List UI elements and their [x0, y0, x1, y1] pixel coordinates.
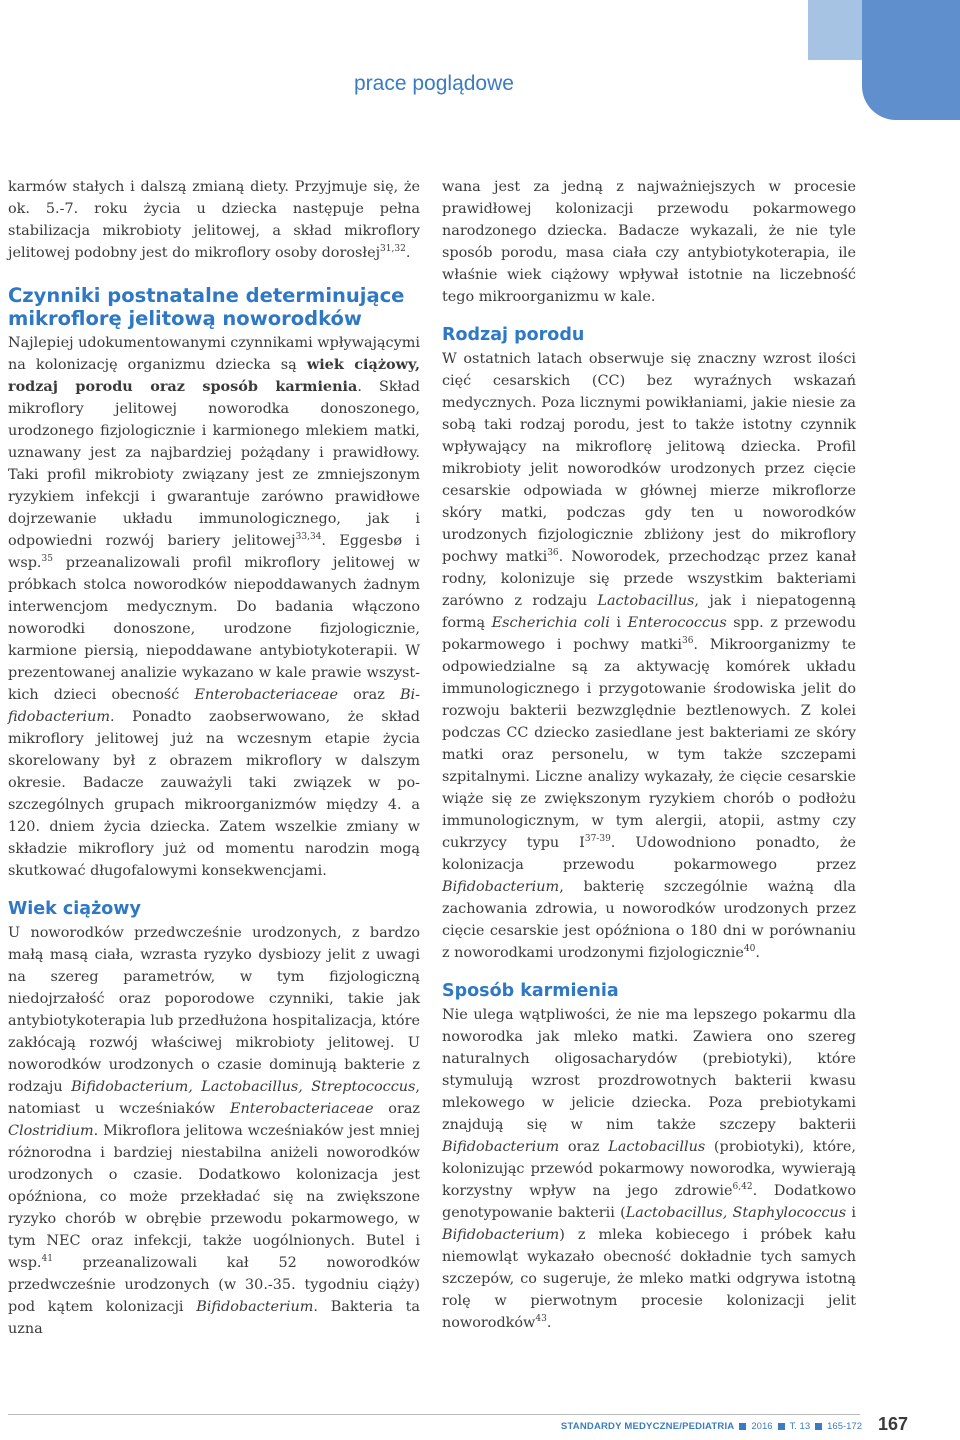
heading-feeding-method: Sposób karmienia — [442, 981, 619, 1001]
left-column — [8, 176, 420, 1340]
paragraph-postnatal: Najlepiej udokumentowanymi czynnikami wpływającymi na kolonizację organizmu dziecka są wiek ciążowy, rodzaj porodu oraz sposób karmienia. Skład mikroflory jelitowej noworodka donoszonego, urodzonego fizjologicznie i karmionego mlekiem matki, uznawany jest za najbardziej pożądany i prawidłowy. Taki profil mikrobioty związany jest ze zmniejszonym ryzykiem infekcji i gwarantuje zarówno prawidłowe dojrzewanie układu immunologicznego, jak i odpowiedni rozwój bariery jelitowej$^{33,34}$. Eggesbø i wsp.$^{35}$ przeanalizowali profil mikroflory jelitowej w próbkach stolca noworodków niepoddawanych żadnym interwencjom medycznym. Do badania włączono noworodki donoszone, urodzone fizjologicznie, karmione piersią, niepoddawane antybiotykoterapii. W prezentowanej analizie wykazano w kale prawie wszystkich dzieci obecność Enterobacteriaceae oraz Bifidobacterium. Ponadto zaobserwowano, że skład mikroflory jelitowej już na wczesnym etapie życia skorelowany był z obrazem mikroflory w dalszym okresie. Badacze zauważyli taki związek w poszczególnych grupach mikroorganizmów między 4. a 120. dniem życia dziecka. Zatem wszelkie zmiany w składzie mikroflory już od momentu narodzin mogą skutkować długofalowymi konsekwencjami. — [8, 335, 421, 879]
paragraph-gestational-age: U noworodków przedwcześnie urodzonych, z bardzo małą masą ciała, wzrasta ryzyko dysbiozy jelit z uwagi na szereg parametrów, w tym fizjologiczną niedojrzałość oraz poporodowe czynniki, takie jak antybiotykoterapia lub przedłużona hospitalizacja, które zakłócają rozwój właściwej mikrobioty jelitowej. U noworodków urodzonych o czasie dominują bakterie z rodzaju Bifidobacterium, Lactobacillus, Streptococcus, natomiast u wcześniaków Enterobacteriaceae oraz Clostridium. Mikroflora jelitowa wcześniaków jest mniej różnorodna i bardziej niestabilna aniżeli noworodków urodzonych o czasie. Dodatkowo kolonizacja jest opóźniona, co może przekładać się na zwiększone ryzyko chorób w obrębie przewodu pokarmowego, w tym NEC oraz infekcji, także uogólnionych. Butel i wsp.$^{41}$ przeanalizowali kał 52 noworodków przedwcześnie urodzonych (w 30.-35. tygodniu ciąży) pod kątem kolonizacji Bifidobacterium. Bakteria ta uzna — [8, 925, 421, 1337]
paragraph-continued: wana jest za jedną z najważniejszych w procesie prawidłowej kolonizacji przewodu pokarmowego narodzonego dziecka. Badacze wykazali, że nie tyle sposób porodu, masa ciała czy antybiotykoterapia, ile właśnie wiek ciążowy wpływał istotnie na liczebność tego mikroorganizmu w kale. — [442, 179, 856, 305]
square-bullet-icon — [815, 1423, 822, 1430]
paragraph-delivery-type: W ostatnich latach obserwuje się znaczny wzrost ilości cięć cesarskich (CC) bez wyraźnych wskazań medycznych. Poza licznymi powikłaniami, jakie niesie za sobą taki rodzaj porodu, jest to także istotny czynnik wpływający na mikroflorę jelitową dziecka. Profil mikrobioty jelit noworodków urodzonych przez cięcie cesarskie odpowiada w głównej mierze mikroflorze skóry matki, podczas gdy ten u noworodków urodzonych fizjologicznie zbliżony jest do mikroflory pochwy matki$^{36}$. Noworodek, przechodząc przez kanał rodny, kolonizuje się przede wszystkim bakteriami zarówno z rodzaju Lactobacillus, jak i niepatogenną formą Escherichia coli i Enterococcus spp. z przewodu pokarmowego i pochwy matki$^{36}$. Mikroorganizmy te odpowiedzialne są za aktywację komórek układu immunologicznego i przygotowanie środowiska jelit do rozwoju bakterii bezwzględnie beztlenowych. Z kolei podczas CC dziecko zasiedlane jest bakteriami ze skóry matki oraz personelu, w tym także szczepami szpitalnymi. Liczne analizy wykazały, że cięcie cesarskie wiąże się ze zwiększonym ryzykiem chorób o podłożu immunologicznym, w tym alergii, atopii, astmy czy cukrzycy typu $I^{37-39}$. Udowodniono ponadto, że kolonizacja przewodu pokarmowego przez Bifidobacterium, bakterię szczególnie ważną dla zachowania zdrowia, u noworodków urodzonych przez cięcie cesarskie jest opóźniona o 180 dni w porównaniu z noworodkami urodzonymi fizjologicznie$^{40}$. — [442, 351, 857, 961]
footer-journal: STANDARDY MEDYCZNE/PEDIATRIA — [560, 1421, 735, 1432]
right-column — [442, 176, 856, 1334]
heading-delivery-type: Rodzaj porodu — [442, 325, 585, 345]
page-number: 167 — [878, 1414, 909, 1434]
heading-postnatal-factors: Czynniki postnatalne determinujące mikroflorę jelitową noworodków — [8, 284, 405, 330]
heading-gestational-age: Wiek ciążowy — [8, 899, 141, 919]
paragraph-intro: karmów stałych i dalszą zmianą diety. Przyjmuje się, że ok. 5.-7. roku życia u dziecka następuje pełna stabilizacja mikrobioty jelitowej, a skład mikroflory jelitowej podobny jest do mikroflory osoby dorosłej$^{31,32}$. — [8, 179, 420, 261]
footer-pages: 165-172 — [827, 1421, 862, 1432]
square-bullet-icon — [778, 1423, 785, 1430]
footer-citation — [561, 1421, 862, 1432]
paragraph-feeding-method: Nie ulega wątpliwości, że nie ma lepszego pokarmu dla noworodka jak mleko matki. Zawiera ono szereg naturalnych oligosacharydów (prebiotyki), które stymulują wzrost prozdrowotnych bakterii kwasu mlekowego w jelicie dziecka. Poza prebiotykami znajdują się w nim także szczepy bakterii Bifidobacterium oraz Lactobacillus (probiotyki), które, kolonizując przewód pokarmowy noworodka, wywierają korzystny wpływ na jego zdrowie$^{6,42}$. Dodatkowo genotypowanie bakterii (Lactobacillus, Staphylococcus i Bifidobacterium) z mleka kobiecego i próbek kału niemowląt wykazało obecność dokładnie tych samych szczepów, co sugeruje, że mleko matki odgrywa istotną rolę w pierwotnym procesie kolonizacji jelit noworodków$^{43}$. — [442, 1007, 856, 1331]
footer-divider — [8, 1414, 860, 1415]
square-bullet-icon — [739, 1423, 746, 1430]
section-label: prace poglądowe — [354, 72, 514, 95]
footer-volume: T. 13 — [789, 1421, 811, 1432]
footer-year: 2016 — [751, 1421, 773, 1432]
header-tab-dark — [862, 0, 960, 120]
